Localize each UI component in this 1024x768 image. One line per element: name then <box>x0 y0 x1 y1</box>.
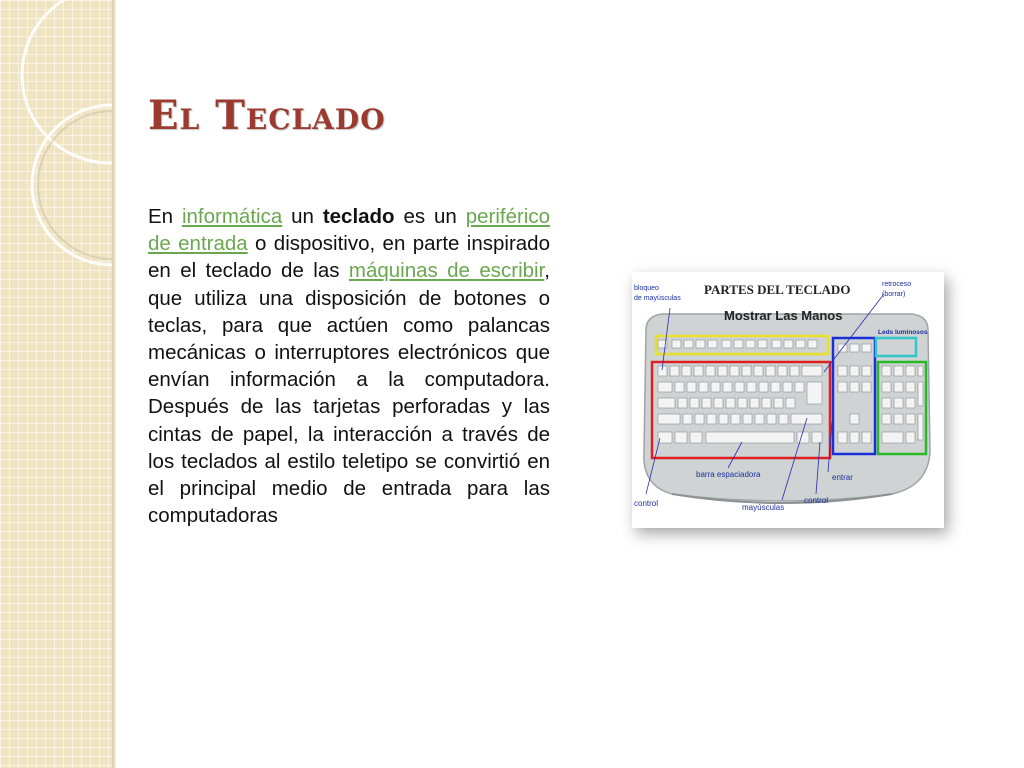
label-control-right: control <box>804 496 829 505</box>
label-backspace: retroceso <box>882 281 912 288</box>
text-segment: , que utiliza una disposición de botones o teclas, para que actúen como palancas mecánicas o interruptores electrónicos que envían información a la computadora. Después de las tarjetas perforadas y las cintas de papel, la interacción a través de los teclados al estilo teletipo se convirtió en el principal medio de entrada para las computadoras <box>148 259 550 528</box>
label-control-left: control <box>634 499 659 508</box>
label-caps-lock-2: de mayúsculas <box>634 295 681 302</box>
keyboard-diagram-image <box>632 272 944 528</box>
link-maquinas-de-escribir[interactable]: máquinas de escribir <box>348 259 545 283</box>
link-periferico-de-entrada[interactable]: periférico de entrada <box>148 205 551 256</box>
slide-paragraph <box>148 203 550 529</box>
text-segment: un <box>282 205 323 228</box>
keyword-teclado: teclado <box>322 205 395 228</box>
decorative-circles <box>0 0 112 768</box>
label-caps-lock: bloqueo <box>634 285 659 292</box>
figure-heading: PARTES DEL TECLADO <box>704 282 851 297</box>
label-spacebar: barra espaciadora <box>696 470 761 479</box>
text-segment: En <box>148 205 182 228</box>
figure-subheading: Mostrar Las Manos <box>724 308 843 323</box>
slide-title: El Teclado <box>148 92 386 139</box>
link-informatica[interactable]: informática <box>181 205 283 228</box>
label-backspace-2: (borrar) <box>882 291 906 298</box>
label-enter: entrar <box>832 473 853 482</box>
text-segment: es un <box>394 205 466 228</box>
decorative-side-band <box>0 0 112 768</box>
band-edge <box>112 0 116 768</box>
label-leds: Leds luminosos <box>878 329 928 336</box>
text-segment: o dispositivo, en parte inspirado en el teclado de las <box>148 232 550 283</box>
label-shift: mayúsculas <box>742 503 785 512</box>
